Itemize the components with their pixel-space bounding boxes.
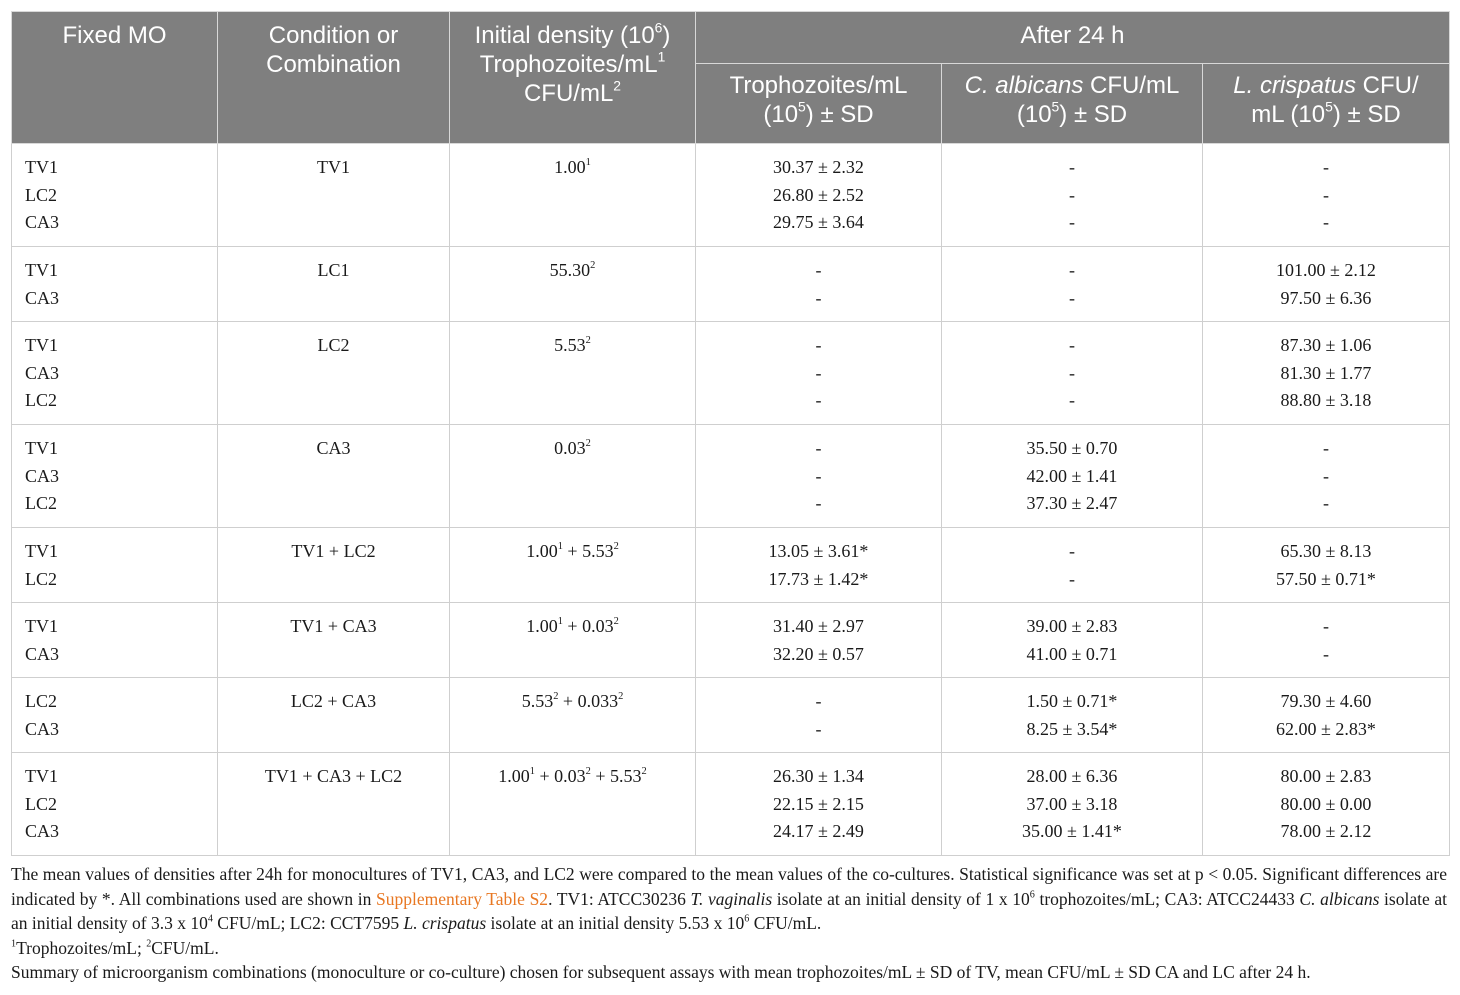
cell-condition (218, 425, 450, 528)
table-caption: Summary of microorganism combinations (monoculture or co-culture) chosen for subsequent assays with mean trophozoites/mL ± SD of TV, mean CFU/mL ± SD CA and LC after 24 h. (11, 962, 1311, 982)
cell-trophozoites (696, 753, 942, 856)
condition-value: LC1 (317, 260, 350, 280)
c-albicans-value: 37.30 ± 2.47 (1026, 493, 1118, 513)
c-albicans-value: 1.50 ± 0.71* (1026, 691, 1118, 711)
condition-value: TV1 + CA3 + LC2 (264, 766, 403, 786)
l-crispatus-value: 57.50 ± 0.71* (1276, 568, 1376, 589)
trophozoites-value: - (815, 691, 822, 711)
table-row (12, 528, 1450, 603)
cell-l-crispatus (1203, 603, 1450, 678)
table-row (12, 247, 1450, 322)
trophozoites-value: - (815, 465, 822, 486)
cell-fixed-mo (12, 528, 218, 603)
cell-c-albicans (942, 322, 1203, 425)
condition-value: LC2 + CA3 (290, 691, 377, 711)
header-row-1 (12, 12, 1450, 64)
fixed-mo-value: CA3 (25, 643, 60, 664)
cell-initial-density (450, 528, 696, 603)
condition-value: CA3 (316, 438, 351, 458)
fixed-mo-value: CA3 (25, 465, 60, 486)
cell-l-crispatus (1203, 144, 1450, 247)
cell-initial-density (450, 603, 696, 678)
l-crispatus-value: 79.30 ± 4.60 (1280, 691, 1372, 711)
cell-condition (218, 753, 450, 856)
cell-initial-density (450, 322, 696, 425)
l-crispatus-value: - (1323, 616, 1329, 636)
density-value: 0.03$^2$ (554, 438, 591, 458)
l-crispatus-value: 101.00 ± 2.12 (1276, 260, 1376, 280)
table-row (12, 603, 1450, 678)
fixed-mo-value: TV1 (25, 616, 58, 636)
cell-fixed-mo (12, 603, 218, 678)
cell-c-albicans (942, 678, 1203, 753)
c-albicans-value: - (1069, 184, 1075, 205)
l-crispatus-value: 65.30 ± 8.13 (1280, 541, 1372, 561)
cell-initial-density (450, 753, 696, 856)
cell-fixed-mo (12, 425, 218, 528)
cell-trophozoites (696, 247, 942, 322)
cell-condition (218, 247, 450, 322)
cell-trophozoites (696, 144, 942, 247)
c-albicans-value: 42.00 ± 1.41 (1026, 465, 1118, 486)
fixed-mo-value: CA3 (25, 362, 60, 383)
density-value: 55.30$^2$ (549, 260, 596, 280)
l-crispatus-value: 78.00 ± 2.12 (1280, 821, 1372, 841)
cell-trophozoites (696, 528, 942, 603)
l-crispatus-value: 62.00 ± 2.83* (1276, 718, 1376, 739)
fixed-mo-value: TV1 (25, 335, 58, 355)
fixed-mo-value: TV1 (25, 260, 58, 280)
fixed-mo-value: CA3 (25, 821, 60, 841)
footnote-main: The mean values of densities after 24h for monocultures of TV1, CA3, and LC2 were compared to the mean values of the co-cultures. Statistical significance was set at p < 0.05. Significant differences are indicated by *. All combinations used are shown in Supplementary Table S2. TV1: ATCC30236 T. vaginalis isolate at an initial density of 1 x $10^6$ trophozoites/mL; CA3: ATCC24433 C. albicans isolate at an initial density of 3.3 x $10^4$ CFU/mL; LC2: CCT7595 L. crispatus isolate at an initial density 5.53 x $10^6$ CFU/mL. (11, 864, 1447, 933)
c-albicans-value: - (1069, 390, 1075, 410)
fixed-mo-value: LC2 (25, 184, 58, 205)
table-row (12, 753, 1450, 856)
condition-value: TV1 (317, 157, 350, 177)
trophozoites-value: - (815, 287, 822, 308)
cell-l-crispatus (1203, 753, 1450, 856)
l-crispatus-value: 81.30 ± 1.77 (1280, 362, 1372, 383)
cell-condition (218, 603, 450, 678)
fixed-mo-value: TV1 (25, 766, 58, 786)
trophozoites-value: 17.73 ± 1.42* (768, 568, 869, 589)
c-albicans-value: - (1069, 260, 1075, 280)
trophozoites-value: - (815, 493, 822, 513)
c-albicans-value: - (1069, 568, 1075, 589)
results-table (11, 11, 1450, 856)
supplementary-table-link[interactable]: Supplementary Table S2 (376, 888, 549, 909)
cell-c-albicans (942, 425, 1203, 528)
cell-fixed-mo (12, 247, 218, 322)
fixed-mo-value: LC2 (25, 390, 58, 410)
cell-fixed-mo (12, 753, 218, 856)
c-albicans-value: 35.50 ± 0.70 (1026, 438, 1118, 458)
cell-l-crispatus (1203, 425, 1450, 528)
trophozoites-value: 26.30 ± 1.34 (773, 766, 864, 786)
cell-condition (218, 322, 450, 425)
density-value: $1.00^1 + 5.53^2$ (526, 541, 619, 561)
fixed-mo-value: LC2 (25, 793, 58, 814)
cell-condition (218, 144, 450, 247)
fixed-mo-value: TV1 (25, 541, 58, 561)
c-albicans-value: - (1069, 157, 1075, 177)
trophozoites-value: - (815, 335, 822, 355)
cell-c-albicans (942, 603, 1203, 678)
cell-fixed-mo (12, 322, 218, 425)
c-albicans-value: - (1069, 335, 1075, 355)
cell-trophozoites (696, 678, 942, 753)
table-row (12, 425, 1450, 528)
fixed-mo-value: LC2 (25, 493, 58, 513)
c-albicans-value: 35.00 ± 1.41* (1022, 821, 1122, 841)
density-value: 1.00$^1$ (554, 157, 591, 177)
cell-c-albicans (942, 144, 1203, 247)
density-value: $1.00^1 + 0.03^2 + 5.53^2$ (498, 766, 647, 786)
cell-c-albicans (942, 247, 1203, 322)
cell-l-crispatus (1203, 322, 1450, 425)
l-crispatus-value: - (1323, 643, 1329, 664)
fixed-mo-value: CA3 (25, 718, 60, 739)
condition-value: TV1 + CA3 (290, 616, 377, 636)
density-value: $5.53^2 + 0.033^2$ (521, 691, 624, 711)
c-albicans-value: 8.25 ± 3.54* (1026, 718, 1118, 739)
trophozoites-value: - (815, 438, 822, 458)
trophozoites-value: 13.05 ± 3.61* (768, 541, 869, 561)
cell-l-crispatus (1203, 247, 1450, 322)
cell-trophozoites (696, 603, 942, 678)
header-fixed-mo: Fixed MO (12, 12, 218, 144)
l-crispatus-value: 80.00 ± 2.83 (1280, 766, 1372, 786)
header-c-albicans: C. albicans CFU/mL $(10^5)$ ± SD (942, 64, 1203, 144)
table-row (12, 678, 1450, 753)
cell-fixed-mo (12, 678, 218, 753)
cell-initial-density (450, 144, 696, 247)
cell-condition (218, 678, 450, 753)
density-value: 5.53$^2$ (554, 335, 591, 355)
trophozoites-value: 32.20 ± 0.57 (773, 643, 864, 664)
l-crispatus-value: 97.50 ± 6.36 (1280, 287, 1372, 308)
trophozoites-value: 31.40 ± 2.97 (773, 616, 864, 636)
l-crispatus-value: - (1323, 212, 1329, 232)
l-crispatus-value: - (1323, 465, 1329, 486)
fixed-mo-value: TV1 (25, 157, 58, 177)
trophozoites-value: 29.75 ± 3.64 (773, 212, 864, 232)
table-body (12, 144, 1450, 856)
fixed-mo-value: LC2 (25, 568, 58, 589)
table-row (12, 322, 1450, 425)
cell-initial-density (450, 425, 696, 528)
table-row (12, 144, 1450, 247)
trophozoites-value: 22.15 ± 2.15 (773, 793, 864, 814)
condition-value: TV1 + LC2 (291, 541, 376, 561)
header-l-crispatus: L. crispatus CFU/ mL $(10^5)$ ± SD (1203, 64, 1450, 144)
header-trophozoites: Trophozoites/mL $(10^5)$ ± SD (696, 64, 942, 144)
l-crispatus-value: - (1323, 157, 1329, 177)
c-albicans-value: - (1069, 287, 1075, 308)
table-footnotes (11, 862, 1447, 985)
trophozoites-value: - (815, 390, 822, 410)
cell-condition (218, 528, 450, 603)
c-albicans-value: 39.00 ± 2.83 (1026, 616, 1118, 636)
l-crispatus-value: - (1323, 438, 1329, 458)
footnote-superscripts: $^1$Trophozoites/mL; $^2$CFU/mL. (11, 937, 219, 958)
header-after-24h: After 24 h (696, 12, 1450, 64)
cell-l-crispatus (1203, 528, 1450, 603)
cell-c-albicans (942, 753, 1203, 856)
condition-value: LC2 (317, 335, 350, 355)
cell-initial-density (450, 247, 696, 322)
l-crispatus-value: 87.30 ± 1.06 (1280, 335, 1372, 355)
trophozoites-value: - (815, 260, 822, 280)
l-crispatus-value: 80.00 ± 0.00 (1280, 793, 1372, 814)
fixed-mo-value: LC2 (25, 691, 58, 711)
cell-trophozoites (696, 322, 942, 425)
c-albicans-value: - (1069, 212, 1075, 232)
l-crispatus-value: 88.80 ± 3.18 (1280, 390, 1372, 410)
fixed-mo-value: CA3 (25, 212, 60, 232)
trophozoites-value: 26.80 ± 2.52 (773, 184, 864, 205)
cell-trophozoites (696, 425, 942, 528)
density-value: $1.00^1 + 0.03^2$ (526, 616, 619, 636)
fixed-mo-value: TV1 (25, 438, 58, 458)
cell-fixed-mo (12, 144, 218, 247)
trophozoites-value: 24.17 ± 2.49 (773, 821, 864, 841)
cell-l-crispatus (1203, 678, 1450, 753)
header-initial-density: Initial density $(10^6)$ Trophozoites/$mL^1$ CFU/$mL^2$ (450, 12, 696, 144)
l-crispatus-value: - (1323, 184, 1329, 205)
c-albicans-value: - (1069, 362, 1075, 383)
trophozoites-value: - (815, 718, 822, 739)
trophozoites-value: - (815, 362, 822, 383)
trophozoites-value: 30.37 ± 2.32 (773, 157, 864, 177)
cell-initial-density (450, 678, 696, 753)
cell-c-albicans (942, 528, 1203, 603)
c-albicans-value: 28.00 ± 6.36 (1026, 766, 1118, 786)
l-crispatus-value: - (1323, 493, 1329, 513)
fixed-mo-value: CA3 (25, 287, 60, 308)
c-albicans-value: 41.00 ± 0.71 (1026, 643, 1118, 664)
c-albicans-value: 37.00 ± 3.18 (1026, 793, 1118, 814)
header-condition: Condition or Combination (218, 12, 450, 144)
c-albicans-value: - (1069, 541, 1075, 561)
